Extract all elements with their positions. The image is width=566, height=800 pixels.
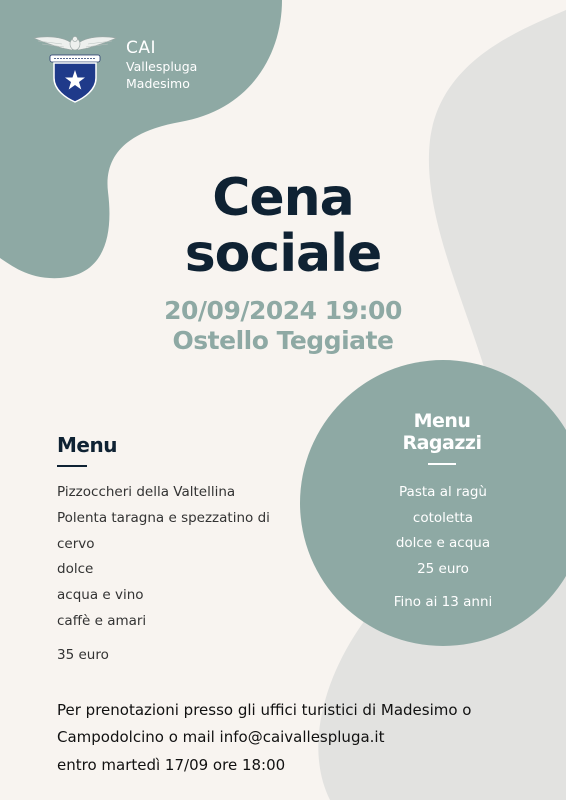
menu-item: Pizzoccheri della Valtellina [57, 484, 236, 500]
org-section: Vallespluga [126, 59, 198, 74]
booking-line: Per prenotazioni presso gli uffici turistici di Madesimo o [57, 701, 472, 719]
menu-underline [57, 465, 87, 467]
menu-list [57, 480, 302, 635]
cai-logo-icon [32, 32, 118, 104]
menu-item: dolce [57, 561, 94, 578]
kids-menu-item: Pasta al ragù [399, 484, 487, 500]
kids-menu-heading [386, 410, 498, 454]
event-datetime: 20/09/2024 19:00 [164, 296, 402, 325]
menu-item: cervo [57, 535, 95, 552]
kids-menu-underline [428, 463, 456, 465]
kids-menu-list [370, 480, 516, 583]
event-title [0, 170, 566, 282]
kids-menu-heading-line1: Menu [413, 410, 471, 432]
menu-item: caffè e amari [57, 612, 147, 629]
kids-menu-item: cotoletta [412, 509, 474, 526]
kids-menu-item: dolce e acqua [395, 535, 491, 552]
menu-item: acqua e vino [57, 587, 144, 604]
menu-item: Polenta taragna e spezzatino di [57, 509, 270, 526]
booking-deadline: entro martedì 17/09 ore 18:00 [57, 755, 286, 774]
event-title-line1: Cena [212, 168, 354, 228]
menu-heading: Menu [57, 433, 117, 457]
booking-line: Campodolcino o mail info@caivallespluga.it [57, 728, 385, 747]
organization-name [126, 38, 197, 92]
kids-menu-price: 25 euro [417, 561, 469, 578]
org-town: Madesimo [126, 76, 190, 91]
event-title-line2: sociale [184, 224, 382, 284]
org-acronym: CAI [126, 38, 157, 58]
kids-age-note: Fino ai 13 anni [393, 594, 493, 610]
menu-price: 35 euro [57, 647, 109, 663]
booking-info [57, 697, 527, 779]
event-venue: Ostello Teggiate [172, 326, 394, 355]
kids-menu-heading-line2: Ragazzi [402, 432, 482, 454]
